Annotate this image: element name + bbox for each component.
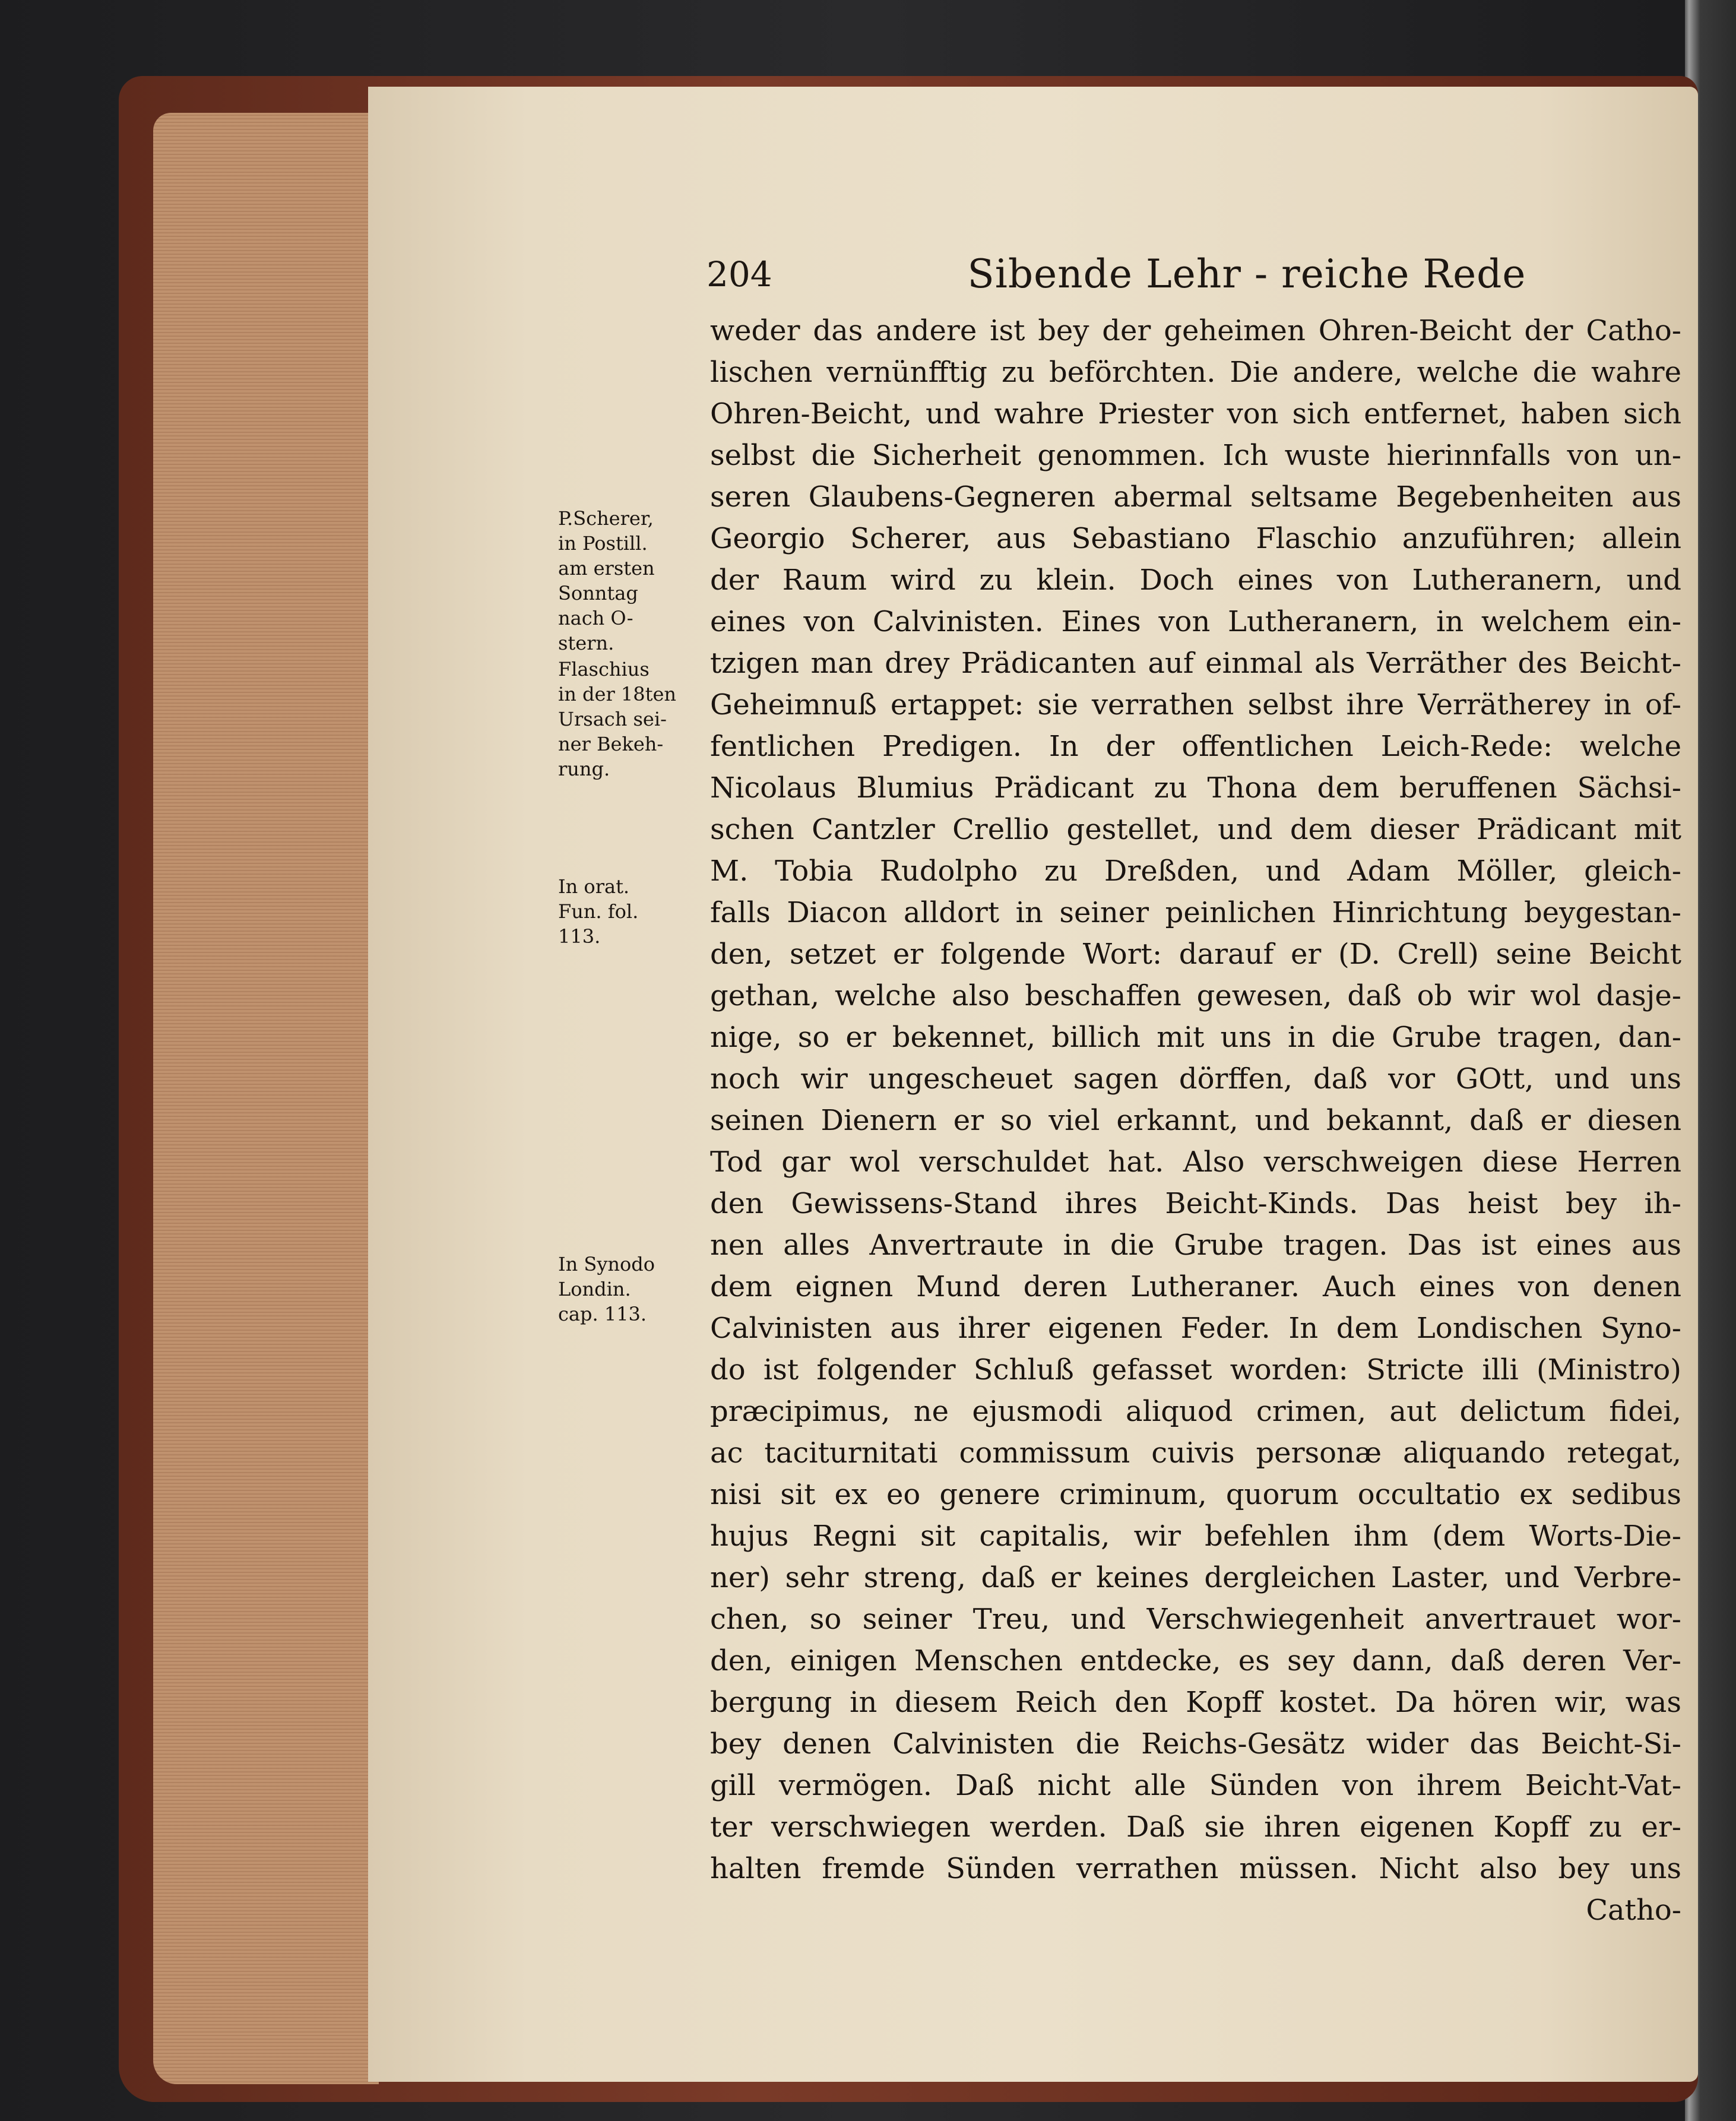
body-line: ner) sehr streng, daß er keines dergleichen Laster, und Verbre- bbox=[710, 1561, 1681, 1594]
body-line: Geheimnuß ertappet: sie verrathen selbst ihre Verrätherey in of- bbox=[710, 688, 1681, 721]
body-line: ter verschwiegen werden. Daß sie ihren eigenen Kopff zu er- bbox=[710, 1810, 1681, 1844]
body-line: gill vermögen. Daß nicht alle Sünden von ihrem Beicht-Vat- bbox=[710, 1769, 1681, 1802]
body-line: lischen vernünfftig zu beförchten. Die andere, welche die wahre bbox=[710, 356, 1681, 389]
body-line: Georgio Scherer, aus Sebastiano Flaschio anzuführen; allein bbox=[710, 522, 1681, 555]
margin-note-line: Londin. bbox=[558, 1278, 631, 1300]
margin-note-flaschius bbox=[558, 657, 707, 781]
margin-note-line: ner Bekeh- bbox=[558, 733, 664, 755]
margin-note-line: P.Scherer, bbox=[558, 507, 654, 530]
page-number: 204 bbox=[707, 254, 772, 295]
margin-note-scherer bbox=[558, 506, 707, 656]
body-line: halten fremde Sünden verrathen müssen. Nicht also bey uns bbox=[710, 1852, 1681, 1885]
margin-note-line: nach O- bbox=[558, 607, 633, 629]
margin-note-line: 113. bbox=[558, 925, 601, 948]
body-line: selbst die Sicherheit genommen. Ich wuste hierinnfalls von un- bbox=[710, 439, 1681, 472]
body-line: seinen Dienern er so viel erkannt, und bekannt, daß er diesen bbox=[710, 1104, 1681, 1137]
margin-note-line: rung. bbox=[558, 758, 610, 780]
body-line: Tod gar wol verschuldet hat. Also verschweigen diese Herren bbox=[710, 1145, 1681, 1179]
body-line: dem eignen Mund deren Lutheraner. Auch eines von denen bbox=[710, 1270, 1681, 1303]
margin-note-line: Ursach sei- bbox=[558, 708, 667, 730]
body-line: hujus Regni sit capitalis, wir befehlen ihm (dem Worts-Die- bbox=[710, 1519, 1681, 1553]
body-line: chen, so seiner Treu, und Verschwiegenheit anvertrauet wor- bbox=[710, 1603, 1681, 1636]
body-line: nisi sit ex eo genere criminum, quorum occultatio ex sedibus bbox=[710, 1478, 1681, 1511]
body-line: do ist folgender Schluß gefasset worden: Stricte illi (Ministro) bbox=[710, 1353, 1681, 1386]
body-line: Catho- bbox=[1586, 1894, 1681, 1927]
body-line: den Gewissens-Stand ihres Beicht-Kinds. Das heist bey ih- bbox=[710, 1187, 1681, 1220]
running-title: Sibende Lehr - reiche Rede bbox=[967, 251, 1526, 297]
body-text bbox=[710, 310, 1681, 1931]
margin-note-line: in der 18ten bbox=[558, 683, 677, 705]
margin-note-line: Sonntag bbox=[558, 582, 638, 604]
body-line: M. Tobia Rudolpho zu Dreßden, und Adam Möller, gleich- bbox=[710, 854, 1681, 888]
body-line: den, einigen Menschen entdecke, es sey dann, daß deren Ver- bbox=[710, 1644, 1681, 1677]
body-line: Nicolaus Blumius Prädicant zu Thona dem beruffenen Sächsi- bbox=[710, 771, 1681, 805]
page-header bbox=[707, 245, 1686, 304]
margin-note-line: am ersten bbox=[558, 557, 655, 580]
body-line: Calvinisten aus ihrer eigenen Feder. In dem Londischen Syno- bbox=[710, 1312, 1681, 1345]
body-line: seren Glaubens-Gegneren abermal seltsame Begebenheiten aus bbox=[710, 480, 1681, 514]
margin-note-oratio bbox=[558, 874, 707, 949]
margin-note-line: In Synodo bbox=[558, 1253, 655, 1275]
body-line: nige, so er bekennet, billich mit uns in die Grube tragen, dan- bbox=[710, 1021, 1681, 1054]
body-line: eines von Calvinisten. Eines von Lutheranern, in welchem ein- bbox=[710, 605, 1681, 638]
body-line: fentlichen Predigen. In der offentlichen Leich-Rede: welche bbox=[710, 730, 1681, 763]
body-line: weder das andere ist bey der geheimen Ohren-Beicht der Catho- bbox=[710, 314, 1681, 347]
body-line: schen Cantzler Crellio gestellet, und dem dieser Prädicant mit bbox=[710, 813, 1681, 846]
body-line: bergung in diesem Reich den Kopff kostet. Da hören wir, was bbox=[710, 1686, 1681, 1719]
margin-note-line: Fun. fol. bbox=[558, 900, 639, 923]
margin-note-line: Flaschius bbox=[558, 658, 650, 680]
margin-note-line: cap. 113. bbox=[558, 1303, 647, 1325]
body-line: noch wir ungescheuet sagen dörffen, daß vor GOtt, und uns bbox=[710, 1062, 1681, 1096]
margin-note-line: in Postill. bbox=[558, 532, 648, 555]
body-line: Ohren-Beicht, und wahre Priester von sich entfernet, haben sich bbox=[710, 397, 1681, 430]
body-line: ac taciturnitati commissum cuivis personæ aliquando retegat, bbox=[710, 1436, 1681, 1470]
body-line: der Raum wird zu klein. Doch eines von Lutheranern, und bbox=[710, 564, 1681, 597]
body-line: bey denen Calvinisten die Reichs-Gesätz wider das Beicht-Si- bbox=[710, 1727, 1681, 1761]
body-line: gethan, welche also beschaffen gewesen, daß ob wir wol dasje- bbox=[710, 979, 1681, 1012]
body-line: tzigen man drey Prädicanten auf einmal als Verräther des Beicht- bbox=[710, 647, 1681, 680]
body-line: den, setzet er folgende Wort: darauf er (D. Crell) seine Beicht bbox=[710, 938, 1681, 971]
margin-note-line: In orat. bbox=[558, 875, 630, 898]
body-line: falls Diacon alldort in seiner peinlichen Hinrichtung beygestan- bbox=[710, 896, 1681, 929]
body-line: nen alles Anvertraute in die Grube tragen. Das ist eines aus bbox=[710, 1229, 1681, 1262]
body-line: præcipimus, ne ejusmodi aliquod crimen, aut delictum fidei, bbox=[710, 1395, 1681, 1428]
margin-note-line: stern. bbox=[558, 632, 614, 654]
page-edges bbox=[153, 113, 379, 2084]
margin-note-synodo bbox=[558, 1252, 707, 1327]
